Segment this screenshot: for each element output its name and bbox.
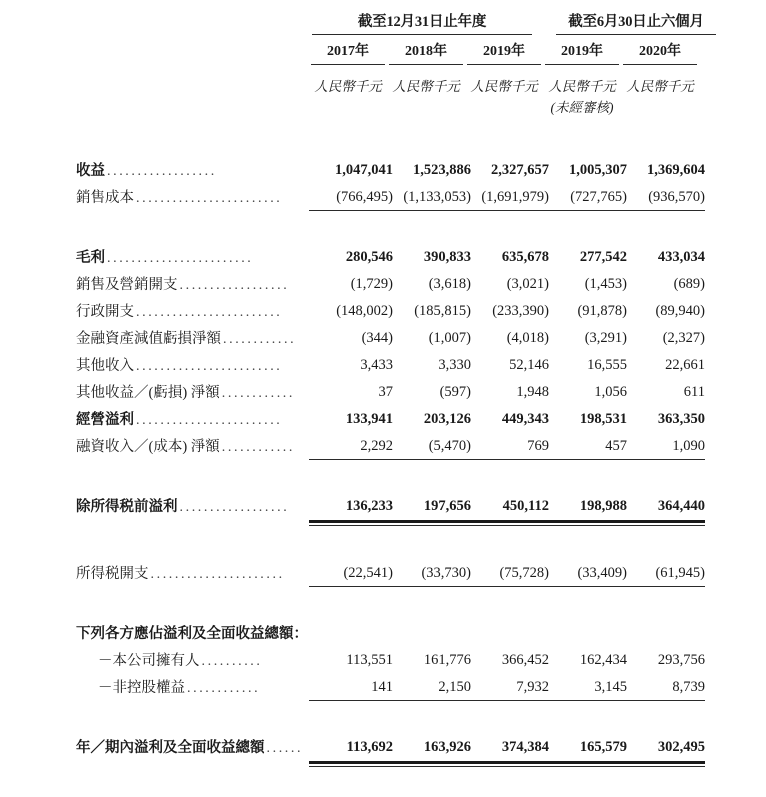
value-cell: (5,470) xyxy=(428,438,471,454)
value-cell: (1,133,053) xyxy=(403,189,471,205)
year-header-2019-annual xyxy=(461,42,547,65)
year-rule xyxy=(311,64,385,65)
value-cell: 390,833 xyxy=(423,249,471,265)
subtotal-rule xyxy=(305,586,393,592)
value-cell: (75,728) xyxy=(499,565,549,581)
year-label: 2017年 xyxy=(327,44,369,59)
year-header-2020-interim xyxy=(617,42,703,65)
value-cell: 165,579 xyxy=(579,739,627,755)
year-label: 2020年 xyxy=(639,44,681,59)
value-cell: 1,047,041 xyxy=(335,162,393,178)
total-double-rule xyxy=(383,761,471,767)
statement-row xyxy=(0,735,766,762)
year-rule xyxy=(389,64,463,65)
value-cell: (89,940) xyxy=(655,303,705,319)
value-cell: 1,523,886 xyxy=(413,162,471,178)
value-cell: 3,145 xyxy=(594,679,627,695)
currency-unit-label: 人民幣千元 xyxy=(548,79,616,94)
value-cell: 16,555 xyxy=(587,357,627,373)
row-label xyxy=(76,735,303,762)
value-cell: 136,233 xyxy=(345,498,393,514)
value-cell: 280,546 xyxy=(345,249,393,265)
value-cell: 113,551 xyxy=(346,652,393,668)
value-cell: 3,433 xyxy=(360,357,393,373)
row-label-text: －非控股權益 xyxy=(98,680,185,696)
value-cell: 7,932 xyxy=(516,679,549,695)
dot-leader: .................. xyxy=(179,278,290,293)
value-cell: 1,090 xyxy=(672,438,705,454)
currency-unit-2019-interim xyxy=(539,76,625,118)
subtotal-rule xyxy=(461,700,549,706)
year-header-row xyxy=(0,42,766,68)
value-cell: 2,292 xyxy=(360,438,393,454)
row-label-text: 銷售成本 xyxy=(76,190,134,206)
row-label-text: 行政開支 xyxy=(76,304,134,320)
currency-unit-label: 人民幣千元 xyxy=(392,79,460,94)
year-header-2018 xyxy=(383,42,469,65)
dot-leader: ............ xyxy=(223,332,297,347)
subtotal-rule xyxy=(305,210,393,216)
dot-leader: ........................ xyxy=(107,251,254,266)
column-group-annual-rule xyxy=(312,34,532,35)
value-cell: 364,440 xyxy=(657,498,705,514)
value-cell: 1,056 xyxy=(594,384,627,400)
currency-audit-note: (未經審核) xyxy=(550,100,614,115)
value-cell: 1,005,307 xyxy=(569,162,627,178)
dot-leader: ........................ xyxy=(136,305,283,320)
row-label xyxy=(98,648,263,675)
value-cell: 457 xyxy=(605,438,627,454)
subtotal-rule xyxy=(383,700,471,706)
currency-unit-2020-interim xyxy=(617,76,703,97)
value-cell: 162,434 xyxy=(579,652,627,668)
value-cell: 1,948 xyxy=(516,384,549,400)
row-label-text: 經營溢利 xyxy=(76,412,134,428)
currency-header-row xyxy=(0,76,766,122)
value-cell: (61,945) xyxy=(655,565,705,581)
total-double-rule xyxy=(539,761,627,767)
value-cell: (727,765) xyxy=(570,189,627,205)
statement-row xyxy=(0,494,766,521)
value-cell: (1,691,979) xyxy=(481,189,549,205)
statement-row xyxy=(0,158,766,185)
value-cell: 197,656 xyxy=(423,498,471,514)
column-group-interim xyxy=(556,12,716,34)
row-label xyxy=(76,407,282,434)
currency-unit-2019-annual xyxy=(461,76,547,97)
statement-row xyxy=(0,380,766,407)
value-cell: (185,815) xyxy=(414,303,471,319)
statement-row xyxy=(0,648,766,675)
total-double-rule xyxy=(617,761,705,767)
value-cell: (148,002) xyxy=(336,303,393,319)
currency-unit-label: 人民幣千元 xyxy=(626,79,694,94)
row-label xyxy=(76,434,295,461)
row-label-text: 收益 xyxy=(76,163,105,179)
value-cell: (936,570) xyxy=(648,189,705,205)
currency-unit-label: 人民幣千元 xyxy=(470,79,538,94)
subtotal-rule xyxy=(383,586,471,592)
value-cell: 161,776 xyxy=(423,652,471,668)
value-cell: 769 xyxy=(527,438,549,454)
subtotal-rule xyxy=(539,459,627,465)
row-label-text: 其他收入 xyxy=(76,358,134,374)
value-cell: 52,146 xyxy=(509,357,549,373)
statement-row xyxy=(0,245,766,272)
column-group-interim-label: 截至6月30日止六個月 xyxy=(568,14,704,30)
subtotal-rule xyxy=(461,459,549,465)
year-rule xyxy=(623,64,697,65)
row-label-text: 年／期內溢利及全面收益總額 xyxy=(76,740,265,756)
subtotal-rule xyxy=(461,586,549,592)
value-cell: 203,126 xyxy=(423,411,471,427)
currency-unit-2018 xyxy=(383,76,469,97)
total-double-rule xyxy=(617,520,705,526)
column-group-annual-label: 截至12月31日止年度 xyxy=(357,14,487,30)
subtotal-rule xyxy=(617,586,705,592)
value-cell: 113,692 xyxy=(346,739,393,755)
row-label xyxy=(76,353,282,380)
row-label xyxy=(76,326,296,353)
value-cell: 302,495 xyxy=(657,739,705,755)
value-cell: (33,409) xyxy=(577,565,627,581)
total-double-rule xyxy=(461,520,549,526)
statement-row xyxy=(0,561,766,588)
total-double-rule xyxy=(539,520,627,526)
value-cell: 449,343 xyxy=(501,411,549,427)
value-cell: 363,350 xyxy=(657,411,705,427)
value-cell: 433,034 xyxy=(657,249,705,265)
year-rule xyxy=(545,64,619,65)
year-header-2019-interim xyxy=(539,42,625,65)
value-cell: (344) xyxy=(361,330,393,346)
value-cell: 374,384 xyxy=(501,739,549,755)
statement-row xyxy=(0,185,766,212)
value-cell: (1,007) xyxy=(428,330,471,346)
value-cell: 277,542 xyxy=(579,249,627,265)
subtotal-rule xyxy=(461,210,549,216)
value-cell: (1,729) xyxy=(350,276,393,292)
subtotal-rule xyxy=(539,210,627,216)
subtotal-rule xyxy=(539,700,627,706)
total-double-rule xyxy=(305,520,393,526)
row-label-text: 所得税開支 xyxy=(76,566,149,582)
currency-unit-2017 xyxy=(305,76,391,97)
value-cell: 163,926 xyxy=(423,739,471,755)
value-cell: 635,678 xyxy=(501,249,549,265)
value-cell: 1,369,604 xyxy=(647,162,705,178)
subtotal-rule xyxy=(539,586,627,592)
value-cell: (233,390) xyxy=(492,303,549,319)
row-label-text: 下列各方應佔溢利及全面收益總額： xyxy=(76,626,308,642)
row-label-text: 銷售及營銷開支 xyxy=(76,277,178,293)
dot-leader: .......... xyxy=(201,654,263,669)
dot-leader: ........................ xyxy=(136,191,283,206)
row-label xyxy=(76,245,253,272)
value-cell: (4,018) xyxy=(506,330,549,346)
dot-leader: ............ xyxy=(221,440,295,455)
dot-leader: .................. xyxy=(107,164,217,179)
value-cell: 37 xyxy=(378,384,393,400)
year-rule xyxy=(467,64,541,65)
statement-row xyxy=(0,272,766,299)
subtotal-rule xyxy=(617,700,705,706)
row-label xyxy=(76,185,282,212)
subtotal-rule xyxy=(617,459,705,465)
value-cell: 366,452 xyxy=(501,652,549,668)
row-label xyxy=(76,299,282,326)
subtotal-rule xyxy=(383,459,471,465)
value-cell: 141 xyxy=(371,679,393,695)
statement-row xyxy=(0,621,766,648)
value-cell: (91,878) xyxy=(577,303,627,319)
total-double-rule xyxy=(383,520,471,526)
row-label xyxy=(76,621,308,648)
value-cell: 198,988 xyxy=(579,498,627,514)
value-cell: (22,541) xyxy=(343,565,393,581)
row-label xyxy=(98,675,260,702)
statement-row xyxy=(0,434,766,461)
year-header-2017 xyxy=(305,42,391,65)
value-cell: (689) xyxy=(673,276,705,292)
row-label xyxy=(76,272,289,299)
value-cell: (597) xyxy=(439,384,471,400)
currency-unit-label: 人民幣千元 xyxy=(314,79,382,94)
row-label-text: 融資收入／(成本) 淨額 xyxy=(76,439,220,455)
year-label: 2019年 xyxy=(483,44,525,59)
value-cell: 3,330 xyxy=(438,357,471,373)
dot-leader: ...... xyxy=(266,741,304,756)
dot-leader: ............ xyxy=(187,681,261,696)
row-label-text: －本公司擁有人 xyxy=(98,653,200,669)
value-cell: 2,327,657 xyxy=(491,162,549,178)
value-cell: 133,941 xyxy=(345,411,393,427)
subtotal-rule xyxy=(305,459,393,465)
dot-leader: ...................... xyxy=(150,567,285,582)
dot-leader: ........................ xyxy=(136,359,283,374)
statement-row xyxy=(0,675,766,702)
value-cell: (3,618) xyxy=(428,276,471,292)
subtotal-rule xyxy=(383,210,471,216)
statement-row xyxy=(0,299,766,326)
row-label-text: 其他收益／(虧損) 淨額 xyxy=(76,385,220,401)
subtotal-rule xyxy=(617,210,705,216)
year-label: 2018年 xyxy=(405,44,447,59)
total-double-rule xyxy=(305,761,393,767)
row-label-text: 除所得税前溢利 xyxy=(76,499,178,515)
dot-leader: ........................ xyxy=(136,413,283,428)
value-cell: (3,291) xyxy=(584,330,627,346)
value-cell: 293,756 xyxy=(657,652,705,668)
statement-row xyxy=(0,353,766,380)
row-label xyxy=(76,380,295,407)
dot-leader: ............ xyxy=(221,386,295,401)
row-label xyxy=(76,561,285,588)
value-cell: (1,453) xyxy=(584,276,627,292)
value-cell: (3,021) xyxy=(506,276,549,292)
total-double-rule xyxy=(461,761,549,767)
column-group-annual xyxy=(312,12,532,34)
row-label xyxy=(76,494,289,521)
value-cell: (33,730) xyxy=(421,565,471,581)
row-label xyxy=(76,158,217,185)
row-label-text: 金融資產減值虧損淨額 xyxy=(76,331,221,347)
dot-leader: .................. xyxy=(179,500,290,515)
value-cell: 8,739 xyxy=(672,679,705,695)
value-cell: 2,150 xyxy=(438,679,471,695)
value-cell: (766,495) xyxy=(336,189,393,205)
value-cell: 198,531 xyxy=(579,411,627,427)
subtotal-rule xyxy=(305,700,393,706)
value-cell: 611 xyxy=(683,384,705,400)
year-label: 2019年 xyxy=(561,44,603,59)
statement-row xyxy=(0,407,766,434)
value-cell: 22,661 xyxy=(665,357,705,373)
row-label-text: 毛利 xyxy=(76,250,105,266)
statement-row xyxy=(0,326,766,353)
column-group-interim-rule xyxy=(556,34,716,35)
value-cell: (2,327) xyxy=(662,330,705,346)
value-cell: 450,112 xyxy=(502,498,549,514)
